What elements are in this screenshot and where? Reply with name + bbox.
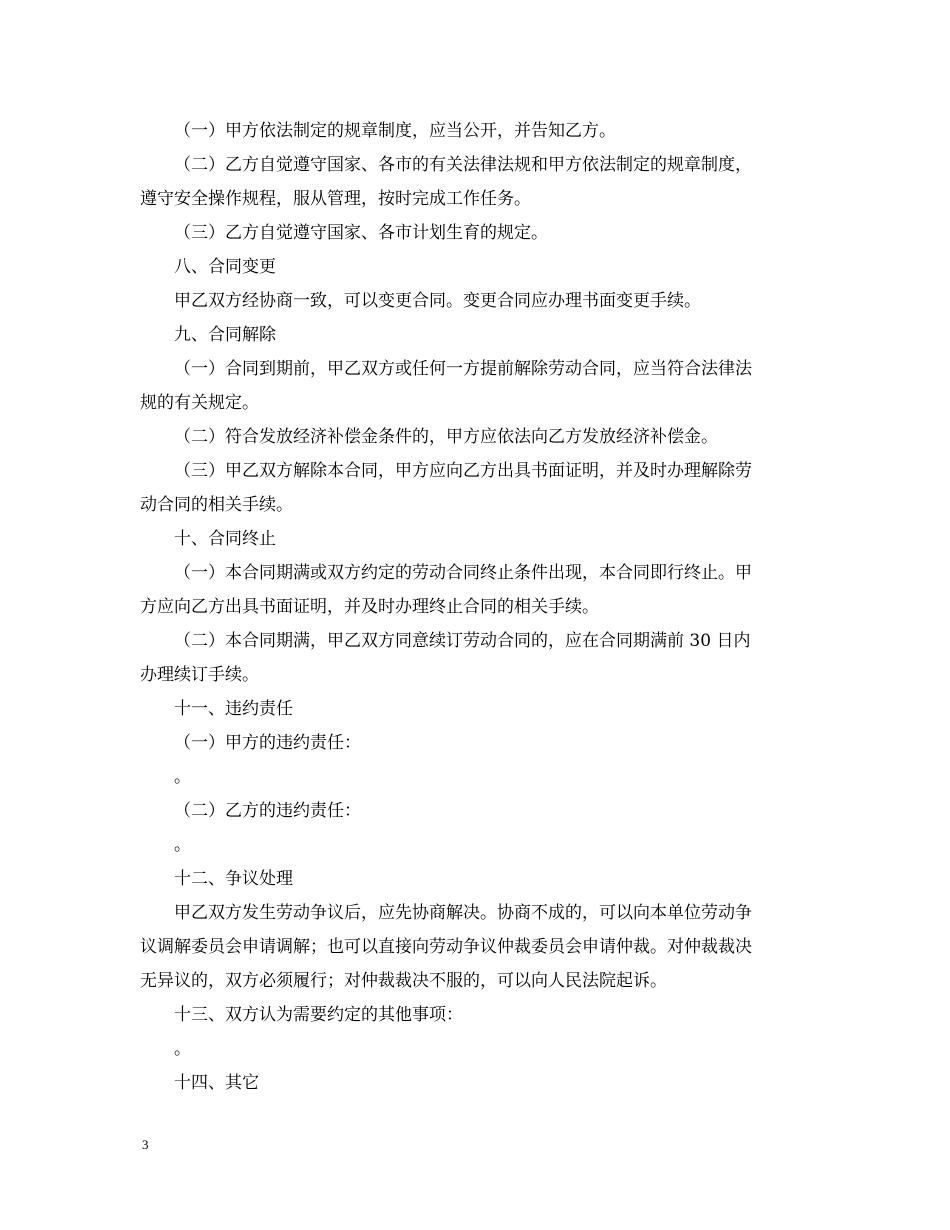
- section-heading: 十、合同终止: [174, 529, 276, 549]
- blank-fill-line: 。: [174, 835, 191, 855]
- blank-fill-line: 。: [174, 1039, 191, 1059]
- paragraph-line: 遵守安全操作规程，服从管理，按时完成工作任务。: [140, 189, 531, 209]
- paragraph-line: 动合同的相关手续。: [140, 495, 293, 515]
- section-heading: 十二、争议处理: [174, 869, 293, 889]
- paragraph-line: （一）甲方的违约责任：: [174, 733, 361, 753]
- paragraph-line: 规的有关规定。: [140, 393, 259, 413]
- paragraph-line: （一）合同到期前，甲乙双方或任何一方提前解除劳动合同，应当符合法律法: [174, 359, 752, 379]
- paragraph-line: （一）本合同期满或双方约定的劳动合同终止条件出现，本合同即行终止。甲: [174, 563, 752, 583]
- blank-fill-line: 。: [174, 767, 191, 787]
- paragraph-line: 方应向乙方出具书面证明，并及时办理终止合同的相关手续。: [140, 597, 599, 617]
- paragraph-line: 甲乙双方发生劳动争议后，应先协商解决。协商不成的，可以向本单位劳动争: [174, 903, 752, 923]
- section-heading: 八、合同变更: [174, 257, 276, 277]
- page-number: 3: [142, 1137, 149, 1152]
- paragraph-line: （二）符合发放经济补偿金条件的，甲方应依法向乙方发放经济补偿金。: [174, 427, 718, 447]
- paragraph-line: （二）乙方的违约责任：: [174, 801, 361, 821]
- paragraph-line: （二）乙方自觉遵守国家、各市的有关法律法规和甲方依法制定的规章制度，: [174, 155, 752, 175]
- section-heading: 十三、双方认为需要约定的其他事项：: [174, 1005, 463, 1025]
- paragraph-line: 议调解委员会申请调解；也可以直接向劳动争议仲裁委员会申请仲裁。对仲裁裁决: [140, 937, 752, 957]
- paragraph-line: 办理续订手续。: [140, 665, 259, 685]
- section-heading: 十一、违约责任: [174, 699, 293, 719]
- paragraph-line: （二）本合同期满，甲乙双方同意续订劳动合同的，应在合同期满前 30 日内: [174, 631, 751, 651]
- paragraph-line: （一）甲方依法制定的规章制度，应当公开，并告知乙方。: [174, 121, 616, 141]
- paragraph-line: （三）乙方自觉遵守国家、各市计划生育的规定。: [174, 223, 548, 243]
- paragraph-line: （三）甲乙双方解除本合同，甲方应向乙方出具书面证明，并及时办理解除劳: [174, 461, 752, 481]
- section-heading: 九、合同解除: [174, 325, 276, 345]
- section-heading: 十四、其它: [174, 1073, 259, 1093]
- paragraph-line: 甲乙双方经协商一致，可以变更合同。变更合同应办理书面变更手续。: [174, 291, 701, 311]
- paragraph-line: 无异议的，双方必须履行；对仲裁裁决不服的，可以向人民法院起诉。: [140, 971, 667, 991]
